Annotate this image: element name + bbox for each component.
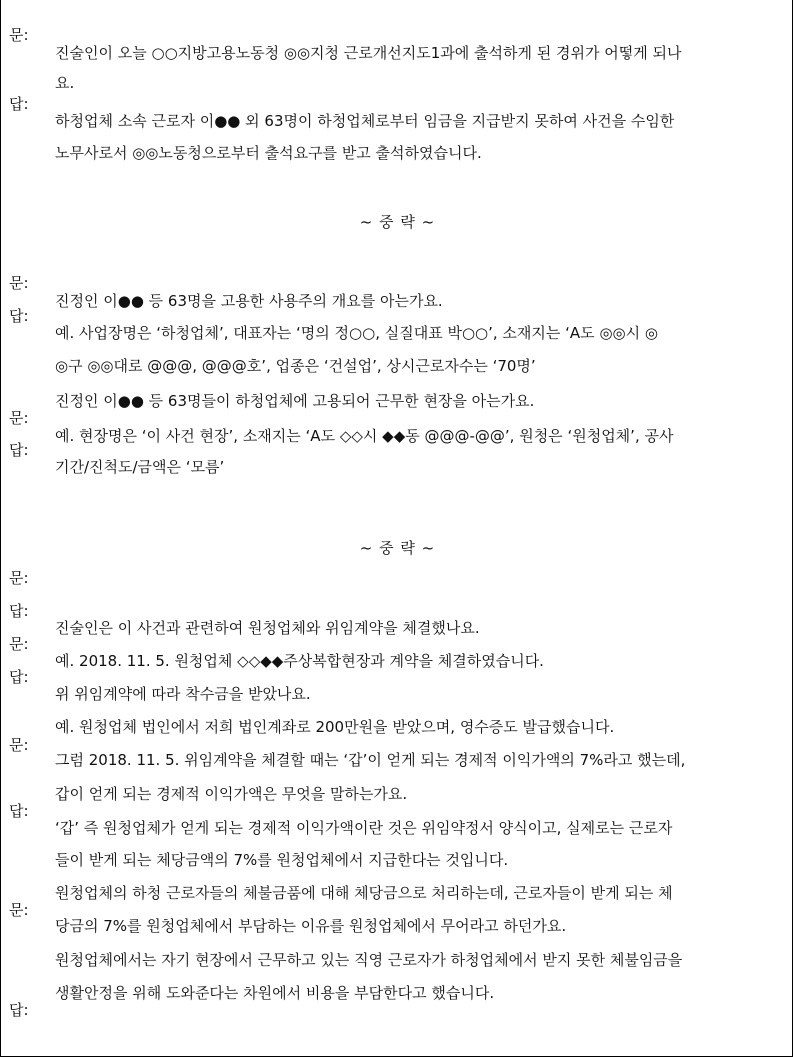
question-label: 문: [9,901,29,919]
question-text: 원청업체의 하청 근로자들의 체불금품에 대해 체당금으로 처리하는데, 근로자들이 받게 되는 체 [55,884,673,902]
question-text: 갑이 얻게 되는 경제적 이익가액은 무엇을 말하는가요. [55,785,408,803]
answer-label: 답: [9,802,29,820]
question-text: 당금의 7%를 원청업체에서 부담하는 이유를 원청업체에서 무어라고 하던가요. [55,917,567,935]
question-label: 문: [9,736,29,754]
question-text: 요. [55,74,75,92]
answer-text: 원청업체에서는 자기 현장에서 근무하고 있는 직영 근로자가 하청업체에서 받지 못한 체불임금을 [55,951,683,969]
question-text: 진술인은 이 사건과 관련하여 원청업체와 위임계약을 체결했나요. [55,619,480,637]
answer-text: 생활안정을 위해 도와준다는 차원에서 비용을 부담한다고 했습니다. [55,984,495,1002]
answer-label: 답: [9,602,29,620]
answer-label: 답: [9,668,29,686]
question-label: 문: [9,569,29,587]
question-text: 진정인 이●● 등 63명들이 하청업체에 고용되어 근무한 현장을 아는가요. [55,392,535,410]
question-label: 문: [9,26,29,44]
question-label: 문: [9,409,29,427]
question-text: 진술인이 오늘 ○○지방고용노동청 ◎◎지청 근로개선지도1과에 출석하게 된 경위가 어떻게 되나 [55,44,682,62]
answer-label: 답: [9,307,29,325]
answer-label: 답: [9,1001,29,1019]
question-label: 문: [9,635,29,653]
answer-text: 기간/진척도/금액은 ‘모름’ [55,458,225,476]
answer-label: 답: [9,95,29,113]
answer-text: 노무사로서 ◎◎노동청으로부터 출석요구를 받고 출석하였습니다. [55,144,482,162]
answer-text: 예. 2018. 11. 5. 원청업체 ◇◇◆◆주상복합현장과 계약을 체결하였습니다. [55,652,544,670]
omission-separator: ~ 중 략 ~ [359,213,436,231]
answer-text: 예. 원청업체 법인에서 저희 법인계좌로 200만원을 받았으며, 영수증도 발급했습니다. [55,718,615,736]
question-label: 문: [9,274,29,292]
answer-label: 답: [9,441,29,459]
question-text: 진정인 이●● 등 63명을 고용한 사용주의 개요를 아는가요. [55,292,443,310]
question-text: 그럼 2018. 11. 5. 위임계약을 체결할 때는 ‘갑’이 얻게 되는 경제적 이익가액의 7%라고 했는데, [55,751,686,769]
answer-text: 들이 받게 되는 체당금액의 7%를 원청업체에서 지급한다는 것입니다. [55,851,509,869]
answer-text: ‘갑’ 즉 원청업체가 얻게 되는 경제적 이익가액이란 것은 위임약정서 양식이고, 실제로는 근로자 [55,819,673,837]
answer-text: 하청업체 소속 근로자 이●● 외 63명이 하청업체로부터 임금을 지급받지 못하여 사건을 수임한 [55,112,675,130]
question-text: 위 위임계약에 따라 착수금을 받았나요. [55,685,311,703]
answer-text: ◎구 ◎◎대로 @@@, @@@호’, 업종은 ‘건설업’, 상시근로자수는 ‘70명’ [55,357,536,375]
answer-text: 예. 사업장명은 ‘하청업체’, 대표자는 ‘명의 정○○, 실질대표 박○○’, 소재지는 ‘A도 ◎◎시 ◎ [55,324,658,342]
answer-text: 예. 현장명은 ‘이 사건 현장’, 소재지는 ‘A도 ◇◇시 ◆◆동 @@@-@@’, 원청은 ‘원청업체’, 공사 [55,427,674,445]
omission-separator: ~ 중 략 ~ [359,539,436,557]
